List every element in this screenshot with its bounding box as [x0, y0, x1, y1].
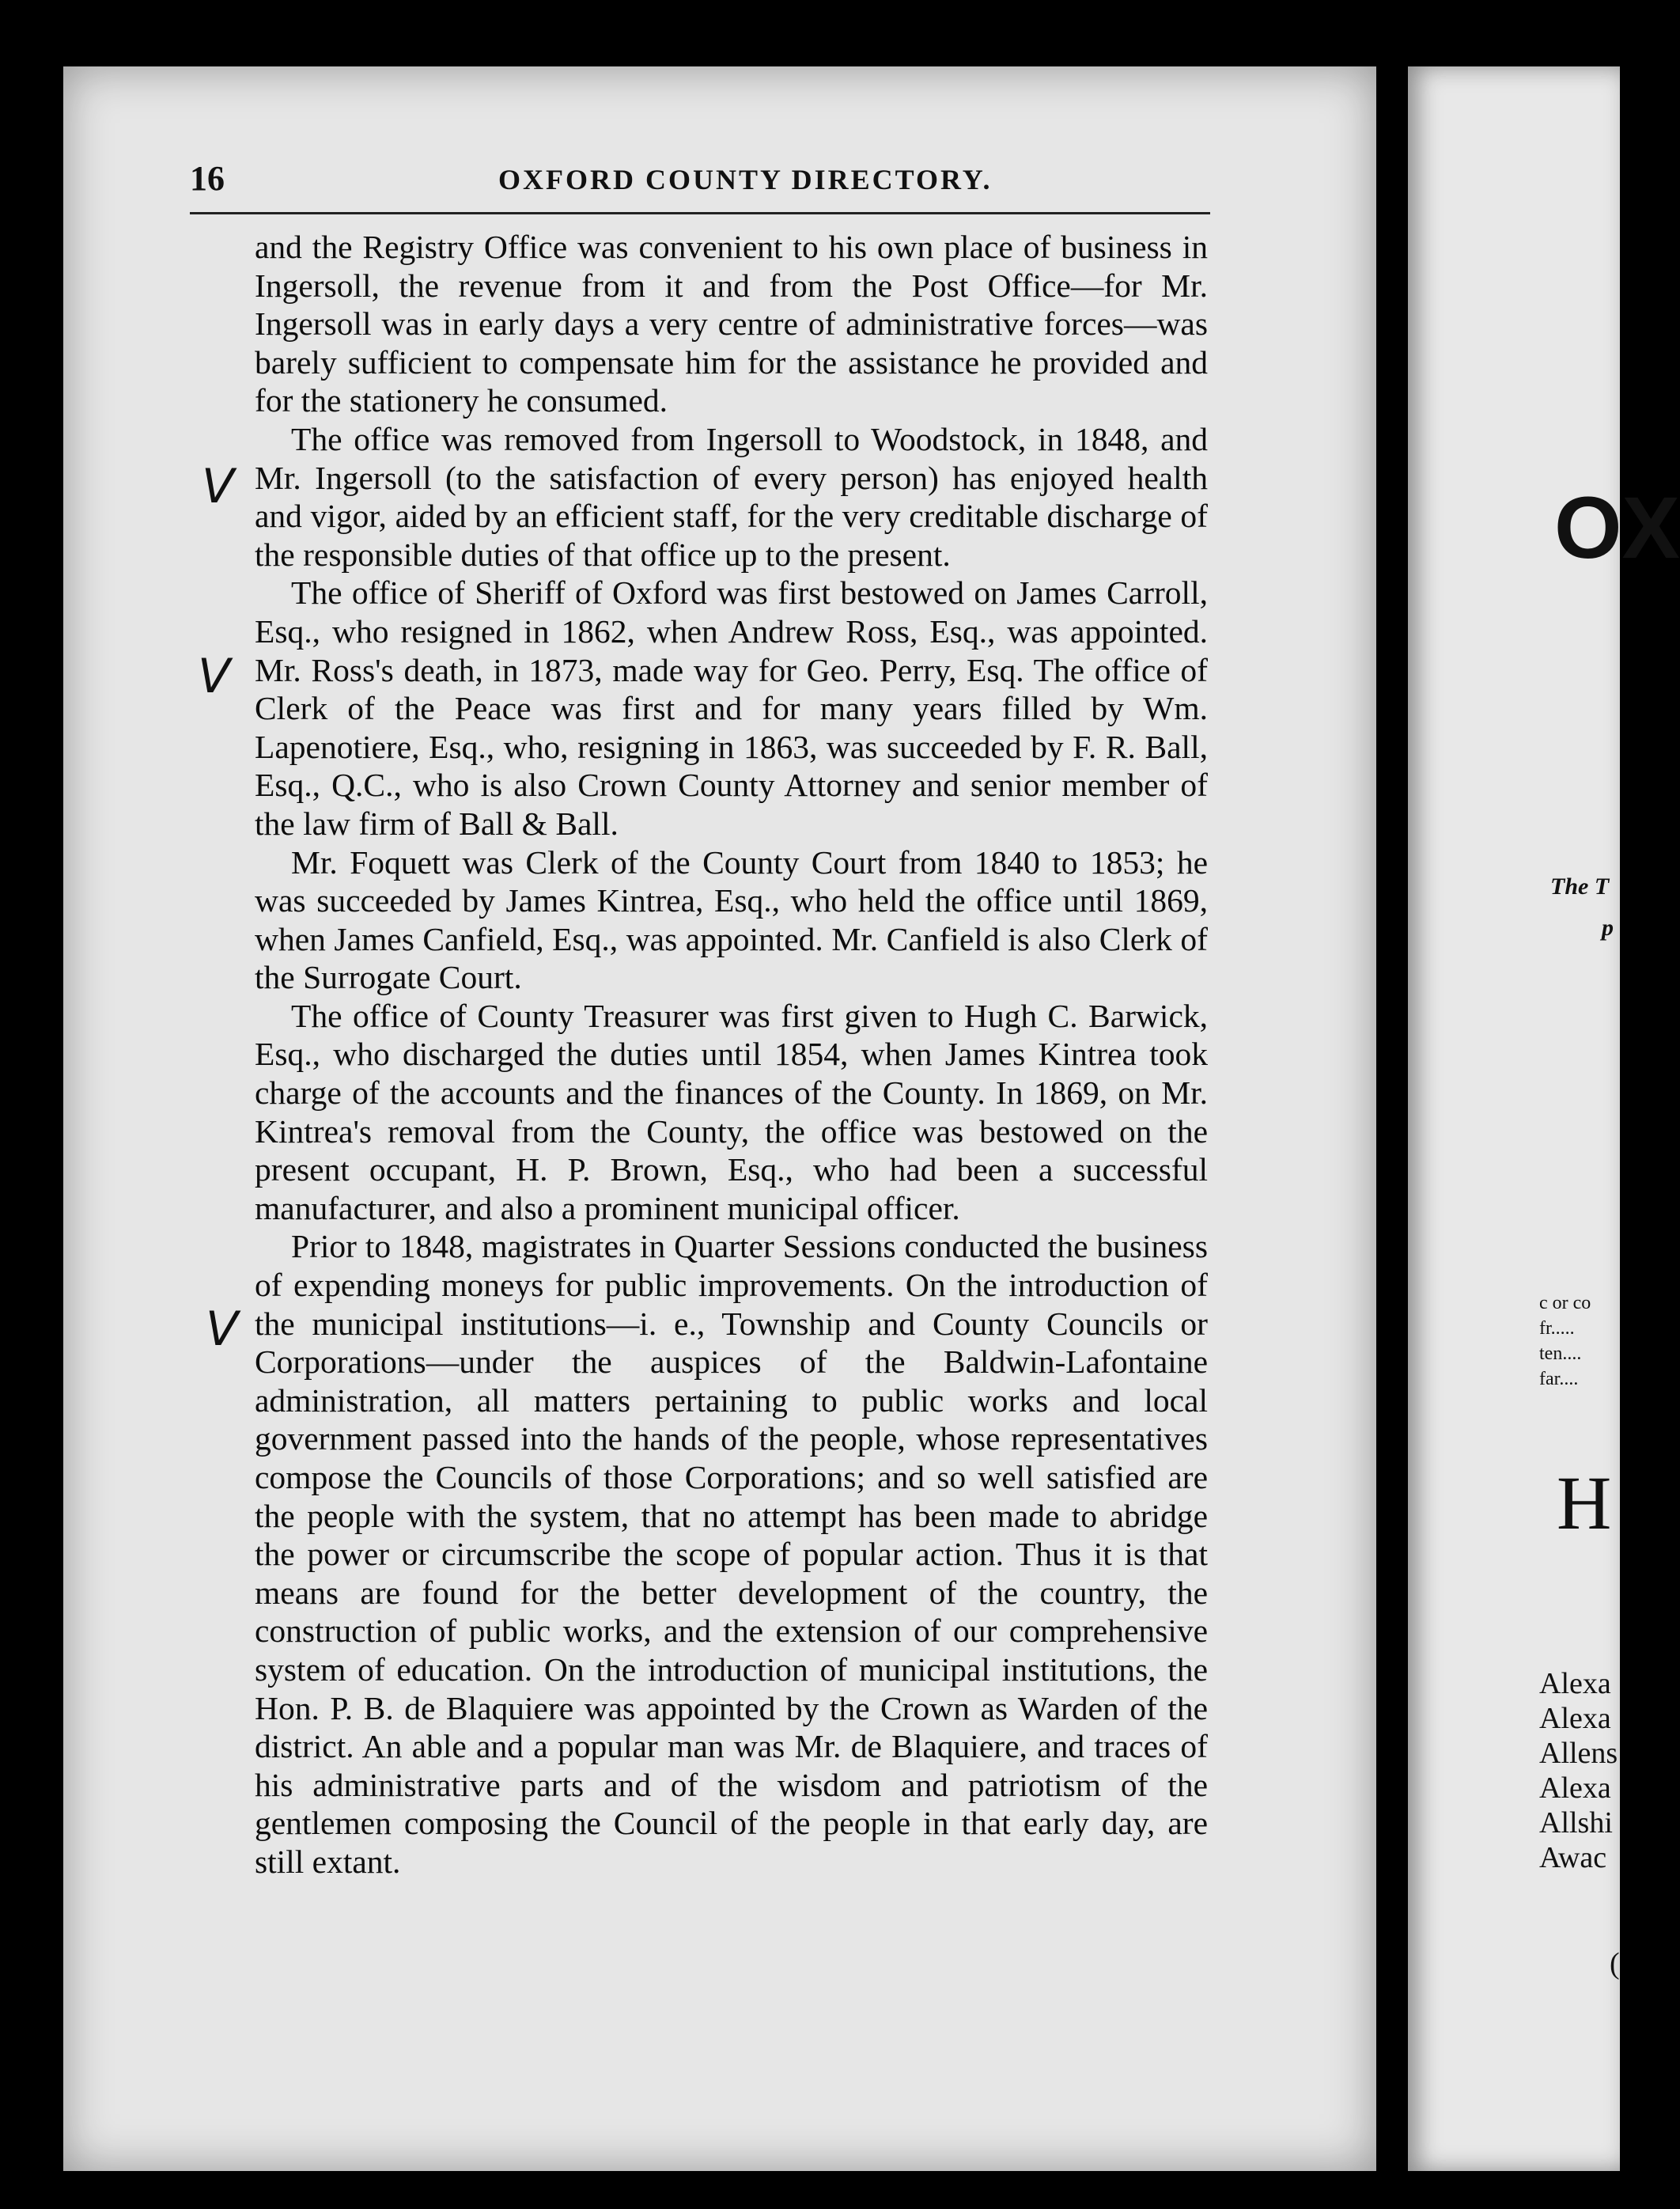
page-number: 16 [190, 159, 225, 198]
right-name-fragment: Alexa [1539, 1771, 1611, 1805]
right-small-fragment: ten.... [1539, 1343, 1582, 1364]
paragraph: The office of County Treasurer was first given to Hugh C. Barwick, Esq., who discharged the duties until 1854, when James Kintrea took charge of the accounts and the finances of the County. In 1869, on Mr. Kintrea's removal from the County, the office was bestowed on the present occupant, H. P. Brown, Esq., who had been a successful manufacturer, and also a prominent municipal officer. [255, 997, 1208, 1226]
paragraph: Mr. Foquett was Clerk of the County Court from 1840 to 1853; he was succeeded by James Kintrea, Esq., who held the office until 1869, when James Canfield, Esq., was appointed. Mr. Canfield is also Clerk of the Surrogate Court. [255, 843, 1208, 996]
check-mark-icon: V [206, 1302, 239, 1357]
right-italic-fragment: The T [1550, 873, 1610, 900]
paragraph: and the Registry Office was convenient to his own place of business in Ingersoll, the revenue from it and from the Post Office—for Mr. Ingersoll was in early days a very centre of administrative forces—was barely sufficient to compensate him for the assistance he provided and for the stationery he consumed. [255, 229, 1208, 419]
right-page [1408, 66, 1680, 2171]
paragraph: The office of Sheriff of Oxford was first bestowed on James Carroll, Esq., who resigned in 1862, when Andrew Ross, Esq., was appointed. Mr. Ross's death, in 1873, made way for Geo. Perry, Esq. The office of Clerk of the Peace was first and for many years filled by Wm. Lapenotiere, Esq., who, resigning in 1863, was succeeded by F. R. Ball, Esq., Q.C., who is also Crown County Attorney and senior member of the law firm of Ball & Ball. [255, 574, 1208, 842]
header-rule [190, 212, 1210, 214]
right-char-fragment: ( [1610, 1947, 1620, 1980]
right-name-fragment: Allshi [1539, 1806, 1613, 1840]
body-text [255, 228, 1208, 1881]
right-name-fragment: Awac [1539, 1841, 1607, 1874]
check-mark-icon: V [198, 649, 231, 704]
check-mark-icon: V [202, 459, 235, 514]
right-name-fragment: Alexa [1539, 1667, 1611, 1700]
paragraph: Prior to 1848, magistrates in Quarter Sessions conducted the business of expending moneys for public improvements. On the introduction of the municipal institutions—i. e., Township and County Councils or Corporations—under the auspices of the Baldwin-Lafontaine administration, all matters pertaining to public works and local government passed into the hands of the people, whose representatives compose the Councils of those Corporations; and so well satisfied are the people with the system, that no attempt has been made to abridge the power or circumscribe the scope of popular action. Thus it is that means are found for the better development of the country, the construction of public works, and the extension of our comprehensive system of education. On the introduction of municipal institutions, the Hon. P. B. de Blaquiere was appointed by the Crown as Warden of the district. An able and a popular man was Mr. de Blaquiere, and traces of his administrative parts and of the wisdom and patriotism of the gentlemen composing the Council of the people in that early day, are still extant. [255, 1228, 1208, 1880]
right-name-fragment: Alexa [1539, 1702, 1611, 1735]
right-italic-fragment: p [1602, 915, 1614, 941]
right-letter-fragment: H [1557, 1461, 1612, 1545]
page-header [190, 158, 1202, 206]
paragraph: The office was removed from Ingersoll to Woodstock, in 1848, and Mr. Ingersoll (to the satisfaction of every person) has enjoyed health and vigor, aided by an efficient staff, for the very creditable discharge of the responsible duties of that office up to the present. [255, 420, 1208, 573]
right-name-fragment: Allens [1539, 1737, 1618, 1770]
right-small-fragment: fr..... [1539, 1318, 1575, 1339]
right-small-fragment: far.... [1539, 1369, 1579, 1389]
running-title: OXFORD COUNTY DIRECTORY. [498, 164, 993, 195]
right-small-fragment: c or co [1539, 1293, 1591, 1313]
right-heading-fragment: OX [1554, 479, 1680, 577]
